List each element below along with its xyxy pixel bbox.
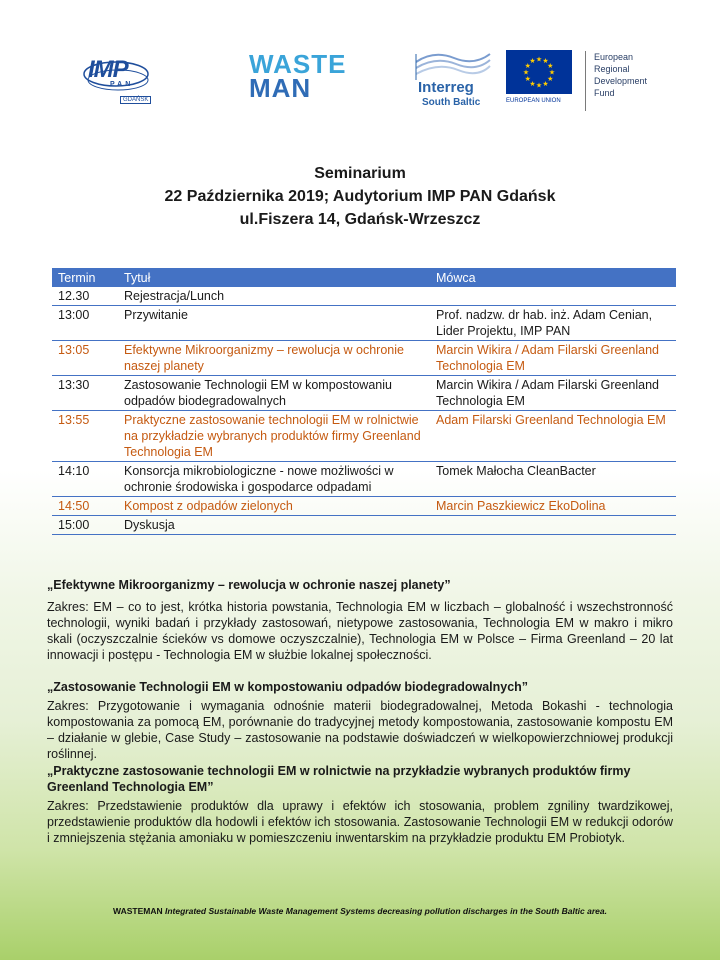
description-title: „Zastosowanie Technologii EM w kompostowaniu odpadów biodegradowalnych”: [47, 680, 529, 694]
schedule-time: 13:00: [52, 306, 118, 341]
erdf-logo: [585, 51, 684, 111]
imp-pan-logo: [82, 52, 154, 110]
description-title: „Praktyczne zastosowanie technologii EM w rolnictwie na przykładzie wybranych produktów firmy Greenland Technologia EM”: [47, 764, 631, 794]
interreg-logo-text: Interreg: [418, 79, 474, 96]
column-header-title: Tytuł: [118, 268, 430, 287]
erdf-line4: Fund: [594, 88, 615, 98]
eu-star-icon: ★: [548, 69, 556, 77]
eu-caption: EUROPEAN UNION: [506, 98, 561, 104]
schedule-time: 13:30: [52, 376, 118, 411]
eu-star-icon: ★: [522, 69, 530, 77]
erdf-line1: European: [594, 52, 634, 62]
schedule-table: [52, 268, 676, 535]
seminar-title: Seminarium: [314, 165, 406, 182]
imp-logo-text: IMP: [88, 56, 128, 83]
eu-stars-icon: [506, 50, 572, 94]
schedule-title: Konsorcja mikrobiologiczne - nowe możliwości w ochronie środowiska i gospodarce odpadami: [118, 462, 430, 497]
description-title: „Efektywne Mikroorganizmy – rewolucja w ochronie naszej planety”: [47, 578, 451, 592]
eu-flag-logo: [506, 50, 576, 112]
schedule-title: Rejestracja/Lunch: [118, 287, 430, 306]
wasteman-logo: [249, 49, 359, 110]
gdansk-logo-text: GDAŃSK: [120, 96, 151, 104]
schedule-time: 14:10: [52, 462, 118, 497]
schedule-title: Efektywne Mikroorganizmy – rewolucja w ochronie naszej planety: [118, 341, 430, 376]
schedule-title: Kompost z odpadów zielonych: [118, 497, 430, 516]
erdf-line2: Regional: [594, 64, 630, 74]
eu-star-icon: ★: [529, 80, 536, 88]
schedule-title: Praktyczne zastosowanie technologii EM w rolnictwie na przykładzie wybranych produktów firmy Greenland Technologia EM: [118, 411, 430, 462]
pan-logo-text: PAN: [110, 81, 134, 88]
schedule-speaker: Tomek Małocha CleanBacter: [430, 462, 676, 497]
description-body: Zakres: Przedstawienie produktów dla uprawy i efektów ich stosowania, problem zgniliny twardzikowej, przedstawienie produktów dla hodowli i efektów ich stosowania. Zastosowanie Technologii EM w redukcji odorów i zmniejszenia stężania amoniaku w pomieszczeniu inwentarskim na przykładzie produktu EM Probiotyk.: [47, 799, 673, 845]
schedule-speaker: Marcin Wikira / Adam Filarski Greenland Technologia EM: [430, 341, 676, 376]
schedule-row: [52, 462, 676, 497]
schedule-time: 13:05: [52, 341, 118, 376]
schedule-row: [52, 411, 676, 462]
schedule-time: 15:00: [52, 516, 118, 535]
schedule-speaker: Prof. nadzw. dr hab. inż. Adam Cenian, Lider Projektu, IMP PAN: [430, 306, 676, 341]
schedule-speaker: [430, 516, 676, 535]
column-header-time: Termin: [52, 268, 118, 287]
schedule-title: Dyskusja: [118, 516, 430, 535]
interreg-logo: [414, 48, 492, 110]
schedule-time: 14:50: [52, 497, 118, 516]
schedule-title: Przywitanie: [118, 306, 430, 341]
schedule-row: [52, 516, 676, 535]
description-body: Zakres: EM – co to jest, krótka historia powstania, Technologia EM w liczbach – globalność i wszechstronność technologii, wyniki badań i przykłady zastosowań, nietypowe zastosowania, Technologia EM w makro i mikro skali (oczyszczalnie ścieków vs domowe oczyszczalnie), Technologia EM w Polsce – Firma Greenland – 20 lat innowacji i postępu - Technologia EM w służbie lokalnej społeczności.: [47, 600, 673, 662]
footer-note: [0, 906, 720, 916]
eu-star-icon: ★: [547, 63, 554, 70]
schedule-time: 13:55: [52, 411, 118, 462]
schedule-row: [52, 306, 676, 341]
erdf-line3: Development: [594, 76, 648, 86]
schedule-speaker: Marcin Paszkiewicz EkoDolina: [430, 497, 676, 516]
eu-star-icon: ★: [542, 80, 549, 88]
seminar-date-venue: 22 Października 2019; Audytorium IMP PAN Gdańsk: [164, 188, 556, 205]
interreg-waves-icon: [414, 48, 492, 80]
schedule-title: Zastosowanie Technologii EM w kompostowaniu odpadów biodegradowalnych: [118, 376, 430, 411]
wasteman-logo-line2: MAN: [249, 73, 312, 103]
schedule-speaker: Marcin Wikira / Adam Filarski Greenland Technologia EM: [430, 376, 676, 411]
schedule-row: [52, 376, 676, 411]
eu-flag: [506, 50, 572, 94]
schedule-body: [52, 287, 676, 535]
seminar-address: ul.Fiszera 14, Gdańsk-Wrzeszcz: [239, 211, 481, 228]
schedule-header-row: [52, 268, 676, 287]
column-header-speaker: Mówca: [430, 268, 676, 287]
eu-star-icon: ★: [535, 56, 543, 64]
eu-star-icon: ★: [542, 58, 549, 66]
schedule-row: [52, 287, 676, 306]
footer-brand: WASTEMAN: [113, 906, 163, 916]
schedule-time: 12.30: [52, 287, 118, 306]
schedule-speaker: Adam Filarski Greenland Technologia EM: [430, 411, 676, 462]
footer-text: Integrated Sustainable Waste Management Systems decreasing pollution discharges in the South Baltic area.: [165, 906, 607, 916]
south-baltic-logo-text: South Baltic: [422, 97, 481, 108]
eu-star-icon: ★: [524, 76, 531, 83]
eu-star-icon: ★: [529, 58, 536, 66]
eu-star-icon: ★: [547, 76, 554, 83]
schedule-speaker: [430, 287, 676, 306]
schedule-row: [52, 341, 676, 376]
eu-star-icon: ★: [524, 63, 531, 70]
schedule-row: [52, 497, 676, 516]
wasteman-logo-line1: WASTE: [249, 49, 347, 79]
description-body: Zakres: Przygotowanie i wymagania odnośnie materii biodegradowalnej, Metoda Bokashi - technologia kompostowania za pomocą EM, porównanie do tradycyjnej metody kompostowania, zastosowanie kompostu EM – działanie w glebie, Case Study – zastosowanie na podstawie doświadczeń w wielkopowierzchniowej produkcji roślinnej.: [47, 699, 673, 761]
eu-star-icon: ★: [535, 82, 543, 90]
